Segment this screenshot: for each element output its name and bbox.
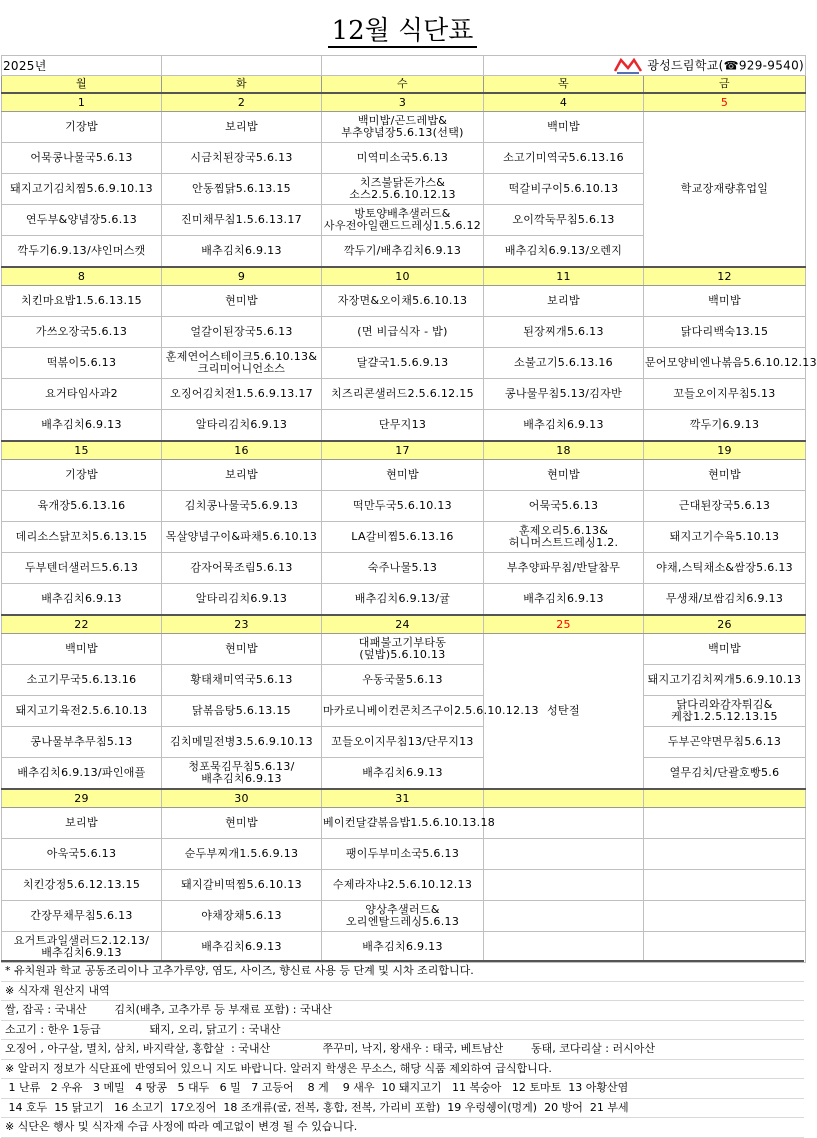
menu-item: 현미밥: [162, 286, 322, 317]
date-cell: 2: [162, 93, 322, 112]
menu-item: 얼갈이된장국5.6.13: [162, 317, 322, 348]
menu-item: 두부곤약면무침5.6.13: [644, 727, 806, 758]
note-line: 14 호두 15 닭고기 16 소고기 17오징어 18 조개류(굴, 전복, 홍합, 전복, 가리비 포함) 19 우렁쉥이(멍게) 20 방어 21 부세: [1, 1099, 804, 1119]
menu-item: 백미밥: [484, 112, 644, 143]
menu-item: [484, 870, 644, 901]
menu-item: 배추김치6.9.13: [2, 584, 162, 616]
date-cell: [644, 789, 806, 808]
note-line: 소고기 : 한우 1등급 돼지, 오리, 닭고기 : 국내산: [1, 1021, 804, 1041]
menu-item: 팽이두부미소국5.6.13: [322, 839, 484, 870]
menu-item: 소고기미역국5.6.13.16: [484, 143, 644, 174]
date-cell: 9: [162, 267, 322, 286]
menu-item: 알타리김치6.9.13: [162, 584, 322, 616]
menu-item: 보리밥: [162, 112, 322, 143]
menu-item: 떡볶이5.6.13: [2, 348, 162, 379]
menu-item: 보리밥: [2, 808, 162, 839]
date-cell: [484, 789, 644, 808]
menu-row: [2, 522, 806, 553]
menu-item: 두부텐더샐러드5.6.13: [2, 553, 162, 584]
menu-item: [484, 839, 644, 870]
menu-item: 현미밥: [162, 634, 322, 665]
menu-item: 돼지고기육전2.5.6.10.13: [2, 696, 162, 727]
menu-item: 오징어김치전1.5.6.9.13.17: [162, 379, 322, 410]
menu-item: 황태채미역국5.6.13: [162, 665, 322, 696]
date-cell: 12: [644, 267, 806, 286]
date-cell: 19: [644, 441, 806, 460]
note-line: * 유치원과 학교 공동조리이나 고추가루양, 염도, 사이즈, 향신료 사용 등 단계 및 시차 조리합니다.: [1, 960, 804, 982]
date-cell: 8: [2, 267, 162, 286]
menu-item: 무생채/보쌈김치6.9.13: [644, 584, 806, 616]
date-cell: 25: [484, 615, 644, 634]
menu-item: 김치콩나물국5.6.9.13: [162, 491, 322, 522]
menu-item: 닭볶음탕5.6.13.15: [162, 696, 322, 727]
weekday-header-row: [2, 76, 806, 94]
menu-item: 콩나물무침5.13/김자반: [484, 379, 644, 410]
menu-item: 자장면&오이채5.6.10.13: [322, 286, 484, 317]
menu-item: 진미채무침1.5.6.13.17: [162, 205, 322, 236]
menu-item: 치킨마요밥1.5.6.13.15: [2, 286, 162, 317]
note-line: ※ 식자재 원산지 내역: [1, 982, 804, 1002]
menu-item: 배추김치6.9.13: [2, 410, 162, 442]
menu-item: 백미밥: [2, 634, 162, 665]
menu-row: [2, 665, 806, 696]
menu-item: 가쓰오장국5.6.13: [2, 317, 162, 348]
menu-row: [2, 634, 806, 665]
menu-item: 깍두기/배추김치6.9.13: [322, 236, 484, 268]
menu-item: 배추김치6.9.13: [162, 932, 322, 963]
menu-row: [2, 901, 806, 932]
menu-item: 미역미소국5.6.13: [322, 143, 484, 174]
date-cell: 1: [2, 93, 162, 112]
menu-item: 대패불고기부타동(덮밥)5.6.10.13: [322, 634, 484, 665]
date-cell: 15: [2, 441, 162, 460]
date-cell: 23: [162, 615, 322, 634]
menu-item: 오이깍둑무침5.6.13: [484, 205, 644, 236]
menu-item: 닭다리와감자튀김&케찹1.2.5.12.13.15: [644, 696, 806, 727]
menu-row: [2, 696, 806, 727]
date-row: [2, 267, 806, 286]
menu-item: 꼬들오이지무침13/단무지13: [322, 727, 484, 758]
menu-item: 돼지고기김치찌개5.6.9.10.13: [644, 665, 806, 696]
menu-item: 깍두기6.9.13: [644, 410, 806, 442]
date-cell: 22: [2, 615, 162, 634]
menu-item: 기장밥: [2, 112, 162, 143]
menu-item: 달걀국1.5.6.9.13: [322, 348, 484, 379]
menu-item: 문어모양비엔나볶음5.6.10.12.13: [644, 348, 806, 379]
menu-item: 단무지13: [322, 410, 484, 442]
menu-item: 소불고기5.6.13.16: [484, 348, 644, 379]
menu-item: 현미밥: [644, 460, 806, 491]
menu-item: 시금치된장국5.6.13: [162, 143, 322, 174]
menu-item: 현미밥: [484, 460, 644, 491]
date-cell: 11: [484, 267, 644, 286]
menu-item: [484, 932, 644, 963]
menu-row: [2, 932, 806, 963]
menu-item: 요거트과일샐러드2.12.13/배추김치6.9.13: [2, 932, 162, 963]
menu-row: [2, 839, 806, 870]
menu-item: 깍두기6.9.13/샤인머스캣: [2, 236, 162, 268]
weekday-thu: 목: [484, 76, 644, 94]
menu-row: [2, 727, 806, 758]
menu-item: 야채,스틱채소&쌈장5.6.13: [644, 553, 806, 584]
menu-item: 양상추샐러드&오리엔탈드레싱5.6.13: [322, 901, 484, 932]
menu-table: [1, 55, 817, 963]
menu-item: [644, 808, 806, 839]
menu-row: [2, 870, 806, 901]
date-cell: 18: [484, 441, 644, 460]
menu-item: 배추김치6.9.13: [484, 410, 644, 442]
holiday-cell: 학교장재량휴업일: [644, 112, 806, 268]
menu-item: 부추양파무침/반달참무: [484, 553, 644, 584]
menu-item: 열무김치/단괄호빵5.6: [644, 758, 806, 790]
menu-item: (면 비급식자 - 밥): [322, 317, 484, 348]
holiday-cell: 성탄절: [484, 634, 644, 790]
menu-item: 아욱국5.6.13: [2, 839, 162, 870]
menu-item: [484, 808, 644, 839]
menu-item: 배추김치6.9.13: [322, 758, 484, 790]
menu-item: 연두부&양념장5.6.13: [2, 205, 162, 236]
year-label: 2025년: [2, 56, 162, 76]
school-name: 광성드림학교(☎929-9540): [484, 56, 806, 76]
date-cell: 26: [644, 615, 806, 634]
menu-row: [2, 410, 806, 442]
date-cell: 30: [162, 789, 322, 808]
menu-item: 기장밥: [2, 460, 162, 491]
menu-item: 된장찌개5.6.13: [484, 317, 644, 348]
menu-item: LA갈비찜5.6.13.16: [322, 522, 484, 553]
menu-item: 숙주나물5.13: [322, 553, 484, 584]
menu-item: 감자어묵조림5.6.13: [162, 553, 322, 584]
menu-item: 요거타임사과2: [2, 379, 162, 410]
menu-item: 마카로니베이컨콘치즈구이2.5.6.10.12.13: [322, 696, 484, 727]
menu-item: [644, 932, 806, 963]
weekday-fri: 금: [644, 76, 806, 94]
note-line: 쌀, 잡곡 : 국내산 김치(배추, 고추가루 등 부재료 포함) : 국내산: [1, 1001, 804, 1021]
date-row: [2, 789, 806, 808]
note-line: ※ 식단은 행사 및 식자재 수급 사정에 따라 예고없이 변경 될 수 있습니다.: [1, 1118, 804, 1138]
date-cell: 5: [644, 93, 806, 112]
menu-item: 배추김치6.9.13: [162, 236, 322, 268]
menu-item: 돼지갈비떡찜5.6.10.13: [162, 870, 322, 901]
menu-row: [2, 379, 806, 410]
menu-item: 근대된장국5.6.13: [644, 491, 806, 522]
menu-item: 훈제연어스테이크5.6.10.13&크리미어니언소스: [162, 348, 322, 379]
note-line: 1 난류 2 우유 3 메밀 4 땅콩 5 대두 6 밀 7 고등어 8 게 9 새우 10 돼지고기 11 복숭아 12 토마토 13 아황산염: [1, 1079, 804, 1099]
menu-item: 어묵콩나물국5.6.13: [2, 143, 162, 174]
date-cell: 3: [322, 93, 484, 112]
date-cell: 16: [162, 441, 322, 460]
menu-row: [2, 348, 806, 379]
menu-item: 배추김치6.9.13/오렌지: [484, 236, 644, 268]
menu-item: 돼지고기수육5.10.13: [644, 522, 806, 553]
menu-item: 순두부찌개1.5.6.9.13: [162, 839, 322, 870]
date-cell: 24: [322, 615, 484, 634]
menu-item: 간장무채무침5.6.13: [2, 901, 162, 932]
date-cell: 31: [322, 789, 484, 808]
weekday-wed: 수: [322, 76, 484, 94]
menu-item: 육개장5.6.13.16: [2, 491, 162, 522]
note-line: 오징어 , 아구살, 멸치, 삼치, 바지락살, 홍합살 : 국내산 쭈꾸미, 낙지, 왕새우 : 태국, 베트남산 동태, 코다리살 : 러시아산: [1, 1040, 804, 1060]
menu-item: 치즈불닭돈가스&소스2.5.6.10.12.13: [322, 174, 484, 205]
date-row: [2, 441, 806, 460]
school-logo-icon: [613, 57, 643, 75]
menu-item: 베이컨달걀볶음밥1.5.6.10.13.18: [322, 808, 484, 839]
menu-item: 알타리김치6.9.13: [162, 410, 322, 442]
menu-item: 수제라자냐2.5.6.10.12.13: [322, 870, 484, 901]
menu-item: 보리밥: [484, 286, 644, 317]
menu-row: [2, 553, 806, 584]
menu-item: 보리밥: [162, 460, 322, 491]
menu-item: 백미밥/곤드레밥&부추양념장5.6.13(선택): [322, 112, 484, 143]
menu-item: 떡만두국5.6.10.13: [322, 491, 484, 522]
menu-item: 야채장채5.6.13: [162, 901, 322, 932]
menu-item: 돼지고기김치찜5.6.9.10.13: [2, 174, 162, 205]
menu-row: [2, 808, 806, 839]
menu-item: 떡갈비구이5.6.10.13: [484, 174, 644, 205]
menu-item: 닭다리백숙13.15: [644, 317, 806, 348]
menu-item: 김치메밀전병3.5.6.9.10.13: [162, 727, 322, 758]
menu-item: 배추김치6.9.13/파인애플: [2, 758, 162, 790]
weekday-tue: 화: [162, 76, 322, 94]
date-row: [2, 93, 806, 112]
menu-row: [2, 584, 806, 616]
menu-row: [2, 758, 806, 790]
menu-item: 배추김치6.9.13: [484, 584, 644, 616]
menu-item: 콩나물부추무침5.13: [2, 727, 162, 758]
menu-item: 꼬들오이지무침5.13: [644, 379, 806, 410]
menu-item: [644, 839, 806, 870]
menu-row: [2, 491, 806, 522]
menu-row: [2, 317, 806, 348]
menu-item: 배추김치6.9.13: [322, 932, 484, 963]
menu-item: [644, 901, 806, 932]
menu-item: 안동찜닭5.6.13.15: [162, 174, 322, 205]
weekday-mon: 월: [2, 76, 162, 94]
menu-item: [484, 901, 644, 932]
menu-item: 우동국물5.6.13: [322, 665, 484, 696]
date-cell: 4: [484, 93, 644, 112]
menu-row: [2, 286, 806, 317]
menu-item: 목살양념구이&파채5.6.10.13: [162, 522, 322, 553]
menu-item: 치킨강정5.6.12.13.15: [2, 870, 162, 901]
menu-item: 백미밥: [644, 286, 806, 317]
menu-item: 방토양배추샐러드&사우전아일랜드드레싱1.5.6.12: [322, 205, 484, 236]
menu-item: 데리소스닭꼬치5.6.13.15: [2, 522, 162, 553]
menu-item: 현미밥: [322, 460, 484, 491]
menu-item: [644, 870, 806, 901]
date-cell: 17: [322, 441, 484, 460]
date-row: [2, 615, 806, 634]
page-title: 12월 식단표: [0, 10, 805, 47]
note-line: ※ 알러지 정보가 식단표에 반영되어 있으니 지도 바랍니다. 알러지 학생은 무소스, 해당 식품 제외하여 급식합니다.: [1, 1060, 804, 1080]
menu-row: [2, 112, 806, 143]
menu-item: 훈제오리5.6.13&허니머스트드레싱1.2.: [484, 522, 644, 553]
menu-item: 어묵국5.6.13: [484, 491, 644, 522]
menu-row: [2, 460, 806, 491]
date-cell: 10: [322, 267, 484, 286]
menu-item: 현미밥: [162, 808, 322, 839]
menu-item: 배추김치6.9.13/귤: [322, 584, 484, 616]
menu-item: 치즈리콘샐러드2.5.6.12.15: [322, 379, 484, 410]
menu-item: 백미밥: [644, 634, 806, 665]
notes-section: [1, 960, 804, 1138]
menu-item: 소고기무국5.6.13.16: [2, 665, 162, 696]
date-cell: 29: [2, 789, 162, 808]
menu-item: 청포묵김무침5.6.13/배추김치6.9.13: [162, 758, 322, 790]
